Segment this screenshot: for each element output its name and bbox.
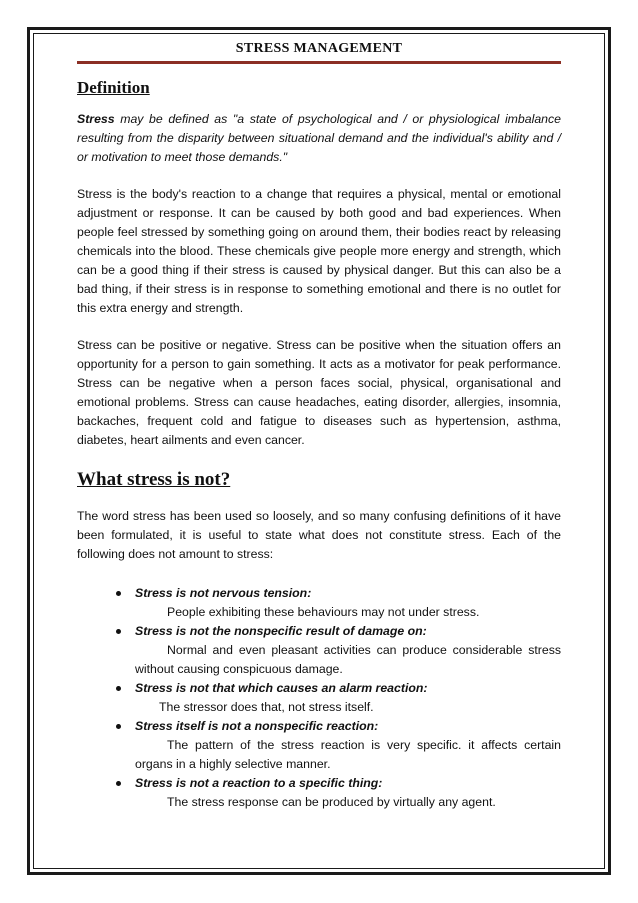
definition-term: Stress xyxy=(77,112,115,126)
definition-paragraph xyxy=(77,110,561,167)
bullet-heading: Stress itself is not a nonspecific reaction: xyxy=(135,719,379,733)
bullet-icon xyxy=(116,724,121,729)
bullet-icon xyxy=(116,591,121,596)
bullet-text: Normal and even pleasant activities can produce considerable stress without causing conspicuous damage. xyxy=(135,643,561,676)
bullet-text: The pattern of the stress reaction is very specific. it affects certain organs in a highly selective manner. xyxy=(135,738,561,771)
bullet-heading: Stress is not the nonspecific result of damage on: xyxy=(135,624,427,638)
bullet-text: The stress response can be produced by virtually any agent. xyxy=(167,795,496,809)
bullet-icon xyxy=(116,781,121,786)
list-item xyxy=(77,717,561,774)
bullet-text: People exhibiting these behaviours may not under stress. xyxy=(167,605,480,619)
list-item xyxy=(77,679,561,717)
header-title: STRESS MANAGEMENT xyxy=(235,41,403,56)
bullet-text: The stressor does that, not stress itself. xyxy=(159,700,374,714)
bullet-heading: Stress is not nervous tension: xyxy=(135,586,312,600)
bullet-heading: Stress is not that which causes an alarm reaction: xyxy=(135,681,428,695)
body-paragraph-1: Stress is the body's reaction to a change that requires a physical, mental or emotional adjustment or response. It can be caused by both good and bad experiences. When people feel stressed by something going on around them, their bodies react by releasing chemicals into the blood. These chemicals give people more energy and strength, which can be a good thing if their stress is caused by physical danger. But this can also be a bad thing, if their stress is in response to something emotional and there is no outlet for this extra energy and strength. xyxy=(77,187,561,315)
bullet-heading: Stress is not a reaction to a specific thing: xyxy=(135,776,383,790)
bullet-list xyxy=(77,584,561,812)
section-heading: What stress is not? xyxy=(77,469,231,490)
body-paragraph-2: Stress can be positive or negative. Stress can be positive when the situation offers an opportunity for a person to gain something. It acts as a motivator for peak performance. Stress can be negative when a person faces social, physical, organisational and emotional problems. Stress can cause headaches, eating disorder, allergies, insomnia, backaches, frequent cold and fatigue to diseases such as hypertension, asthma, diabetes, heart ailments and even cancer. xyxy=(77,338,561,447)
section-intro: The word stress has been used so loosely, and so many confusing definitions of it have been formulated, it is useful to state what does not constitute stress. Each of the following does not amount to stress: xyxy=(77,509,561,561)
document-page xyxy=(77,40,561,812)
definition-text: may be defined as "a state of psychological and / or physiological imbalance resulting from the disparity between situational demand and the individual's ability and / or motivation to meet those demands." xyxy=(77,112,561,164)
bullet-icon xyxy=(116,686,121,691)
list-item xyxy=(77,774,561,812)
list-item xyxy=(77,584,561,622)
header-rule xyxy=(77,61,561,64)
bullet-icon xyxy=(116,629,121,634)
definition-heading: Definition xyxy=(77,78,150,97)
list-item xyxy=(77,622,561,679)
